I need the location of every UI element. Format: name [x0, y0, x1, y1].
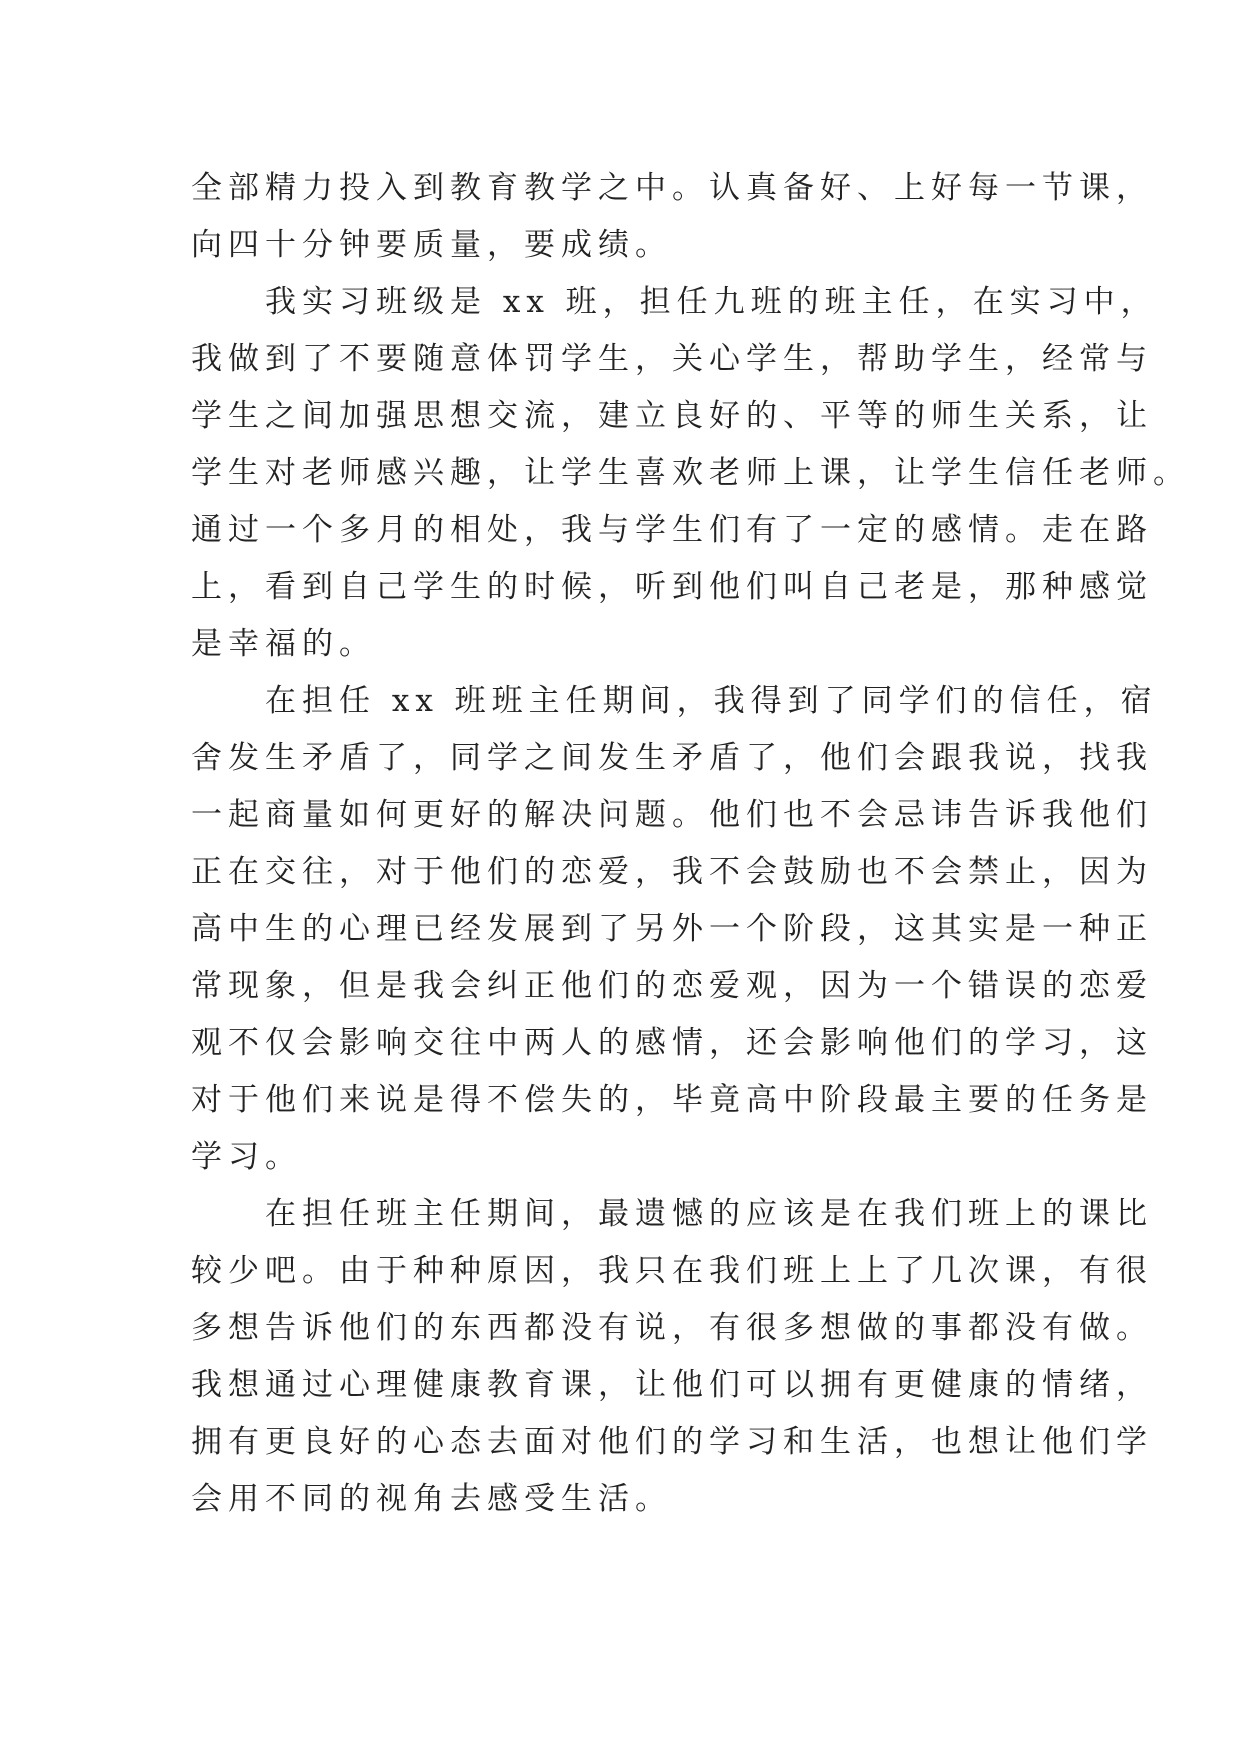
paragraph-start-line: 在担任班主任期间，最遗憾的应该是在我们班上的课比	[265, 1196, 1153, 1232]
text-line: 是幸福的。	[191, 626, 376, 662]
text-line: 我做到了不要随意体罚学生，关心学生，帮助学生，经常与	[191, 341, 1153, 377]
text-line: 上，看到自己学生的时候，听到他们叫自己老是，那种感觉	[191, 569, 1153, 605]
text-line: 拥有更良好的心态去面对他们的学习和生活，也想让他们学	[191, 1424, 1153, 1460]
text-line: 全部精力投入到教育教学之中。认真备好、上好每一节课，	[191, 170, 1153, 206]
paragraph-start-line: 我实习班级是 xx 班，担任九班的班主任，在实习中，	[265, 284, 1158, 320]
text-line: 通过一个多月的相处，我与学生们有了一定的感情。走在路	[191, 512, 1153, 548]
text-line: 观不仅会影响交往中两人的感情，还会影响他们的学习，这	[191, 1025, 1153, 1061]
text-line: 一起商量如何更好的解决问题。他们也不会忌讳告诉我他们	[191, 797, 1153, 833]
text-line: 正在交往，对于他们的恋爱，我不会鼓励也不会禁止，因为	[191, 854, 1153, 890]
text-line: 我想通过心理健康教育课，让他们可以拥有更健康的情绪，	[191, 1367, 1153, 1403]
paragraph-start-line: 在担任 xx 班班主任期间，我得到了同学们的信任，宿	[265, 683, 1158, 719]
body-text	[191, 160, 1190, 1528]
text-line: 学生之间加强思想交流，建立良好的、平等的师生关系，让	[191, 398, 1153, 434]
text-line: 常现象，但是我会纠正他们的恋爱观，因为一个错误的恋爱	[191, 968, 1153, 1004]
text-line: 较少吧。由于种种原因，我只在我们班上上了几次课，有很	[191, 1253, 1153, 1289]
text-line: 高中生的心理已经发展到了另外一个阶段，这其实是一种正	[191, 911, 1153, 947]
text-line: 多想告诉他们的东西都没有说，有很多想做的事都没有做。	[191, 1310, 1153, 1346]
text-line: 学习。	[191, 1139, 302, 1175]
text-line: 舍发生矛盾了，同学之间发生矛盾了，他们会跟我说，找我	[191, 740, 1153, 776]
text-line: 向四十分钟要质量，要成绩。	[191, 227, 672, 263]
text-line: 学生对老师感兴趣，让学生喜欢老师上课，让学生信任老师。	[191, 455, 1190, 491]
text-line: 对于他们来说是得不偿失的，毕竟高中阶段最主要的任务是	[191, 1082, 1153, 1118]
text-line: 会用不同的视角去感受生活。	[191, 1481, 672, 1517]
